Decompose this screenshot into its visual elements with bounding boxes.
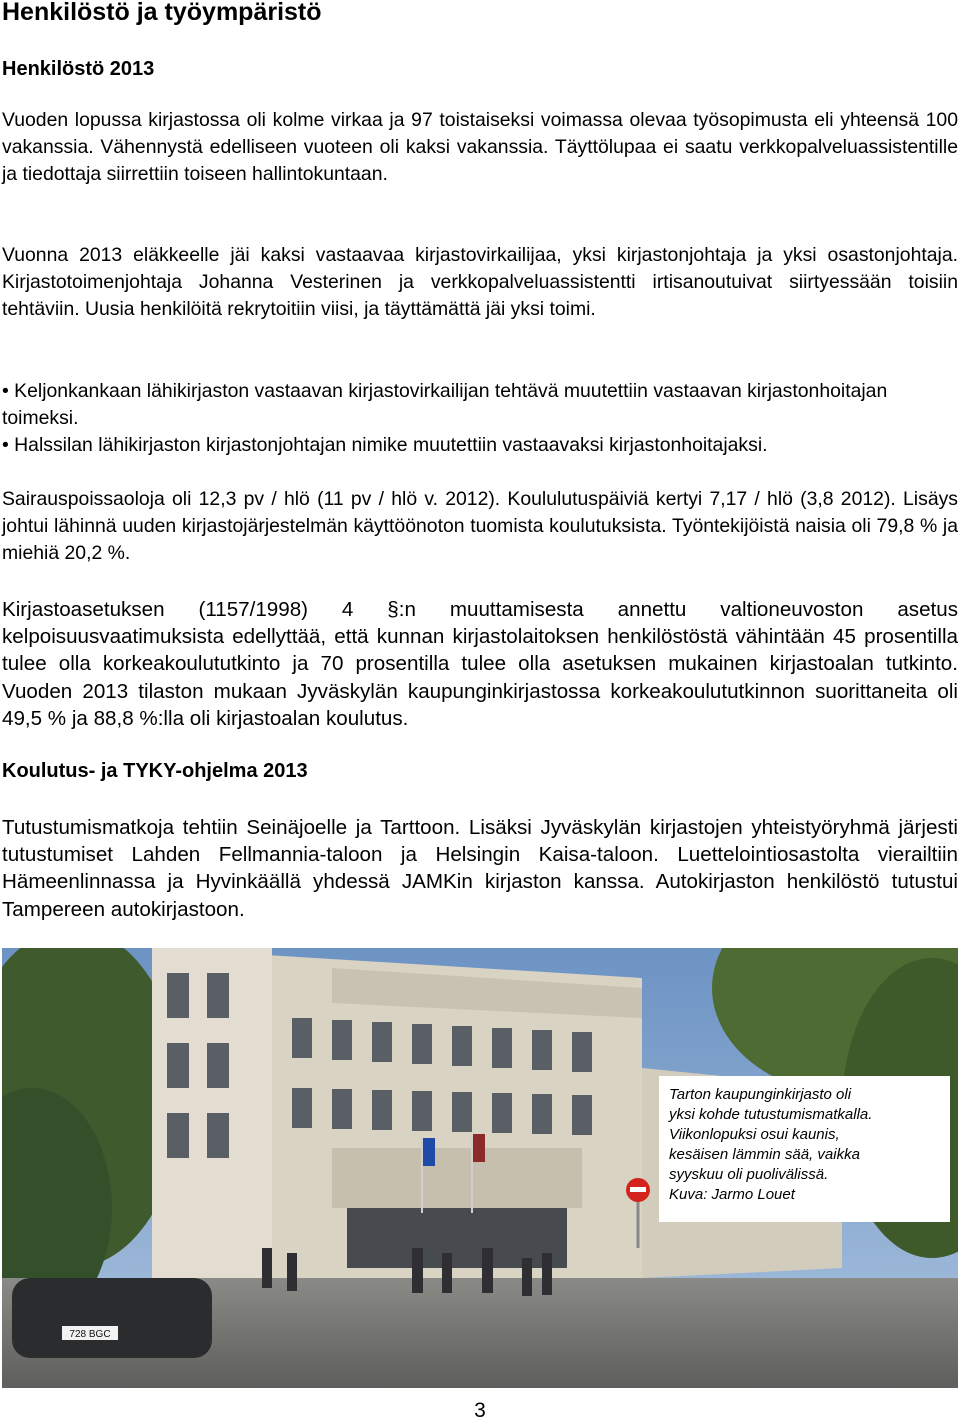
page-heading: Henkilöstö ja työympäristö xyxy=(2,0,322,26)
paragraph-study-trips: Tutustumismatkoja tehtiin Seinäjoelle ja Tarttoon. Lisäksi Jyväskylän kirjastojen yhteistyöryhmä järjesti tutustumiset Lahden Fellmannia-taloon ja Helsingin Kaisa-taloon. Luettelointiosastolta vierailtiin Hämeenlinnassa ja Hyvinkäällä yhdessä JAMKin kirjaston kanssa. Autokirjaston henkilöstö tutustui Tampereen autokirjastoon. xyxy=(2,816,958,921)
photo-caption xyxy=(659,1076,950,1222)
section-title-koulutus: Koulutus- ja TYKY-ohjelma 2013 xyxy=(2,760,308,782)
license-plate-text: 728 BGC xyxy=(69,1329,111,1340)
caption-line: kesäisen lämmin sää, vaikka xyxy=(669,1146,860,1163)
caption-line: Tarton kaupunginkirjasto oli xyxy=(669,1086,852,1103)
caption-credit: Kuva: Jarmo Louet xyxy=(669,1186,795,1203)
section-title-henkilosto: Henkilöstö 2013 xyxy=(2,58,155,80)
paragraph-retirements: Vuonna 2013 eläkkeelle jäi kaksi vastaavaa kirjastovirkailijaa, yksi kirjastonjohtaja ja yksi osastonjohtaja. Kirjastotoimenjohtaja Johanna Vesterinen ja verkkopalveluassistentti irtisanoutuivat siirtyessään toisiin tehtäviin. Uusia henkilöitä rekrytoitiin viisi, ja täyttämättä jäi yksi toimi. xyxy=(2,244,958,320)
caption-line: syyskuu oli puolivälissä. xyxy=(669,1166,829,1183)
bullet-item: • Halssilan lähikirjaston kirjastonjohtajan nimike muutettiin vastaavaksi kirjastonhoitajaksi. xyxy=(2,434,768,456)
page-number: 3 xyxy=(474,1399,486,1422)
caption-line: yksi kohde tutustumismatkalla. xyxy=(669,1106,873,1123)
caption-line: Viikonlopuksi osui kaunis, xyxy=(669,1126,840,1143)
paragraph-qualifications: Kirjastoasetuksen (1157/1998) 4 §:n muuttamisesta annettu valtioneuvoston asetus kelpoisuusvaatimuksista edellyttää, että kunnan kirjastolaitoksen henkilöstöstä vähintään 45 prosentilla tulee olla korkeakoulututkinto ja 70 prosentilla tulee olla asetuksen mukainen kirjastoalan tutkinto. Vuoden 2013 tilaston mukaan Jyväskylän kaupunginkirjastossa korkeakoulututkinnon suorittaneita oli 49,5 % ja 88,8 %:lla oli kirjastoalan koulutus. xyxy=(2,598,958,730)
paragraph-sick-leave: Sairauspoissaoloja oli 12,3 pv / hlö (11 pv / hlö v. 2012). Koululutuspäiviä kertyi 7,17 / hlö (3,8 2012). Lisäys johtui lähinnä uuden kirjastojärjestelmän käyttöönoton tuomista koulutuksista. Työntekijöistä naisia oli 79,8 % ja miehiä 20,2 %. xyxy=(2,488,958,564)
bullet-item: • Keljonkankaan lähikirjaston vastaavan kirjastovirkailijan tehtävä muutettiin vastaavan kirjastonhoitajan toimeksi. xyxy=(2,380,888,429)
paragraph-staff-count: Vuoden lopussa kirjastossa oli kolme virkaa ja 97 toistaiseksi voimassa olevaa työsopimusta eli yhteensä 100 vakanssia. Vähennystä edelliseen vuoteen oli kaksi vakanssia. Täyttölupaa ei saatu verkkopalveluassistentille ja tiedottaja siirrettiin toiseen hallintokuntaan. xyxy=(2,109,958,185)
